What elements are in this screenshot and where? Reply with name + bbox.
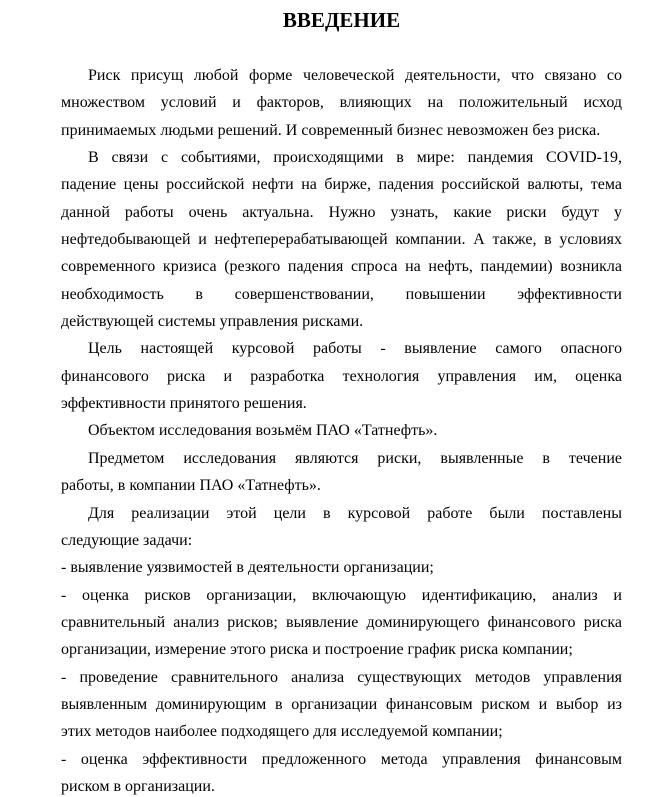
text-line: Объектом исследования возьмём ПАО «Татнефть».	[88, 422, 438, 440]
text-line: организации, измерение этого риска и построение график риска компании;	[61, 641, 573, 659]
paragraph	[61, 417, 622, 444]
text-line: эффективности принятого решения.	[61, 395, 307, 413]
paragraph	[61, 335, 622, 417]
text-line: - оценка эффективности предложенного метода управления финансовым	[61, 750, 622, 768]
page-title: ВВЕДЕНИЕ	[282, 8, 401, 32]
paragraph	[61, 500, 622, 555]
text-line: выявленным доминирующим в организации финансовым риском и выбор из	[61, 695, 622, 713]
text-line: - оценка рисков организации, включающую идентификацию, анализ и	[61, 586, 622, 604]
text-line: финансового риска и разработка технология управления им, оценка	[61, 367, 622, 385]
text-line: Риск присущ любой форме человеческой деятельности, что связано со	[88, 67, 622, 84]
text-line: действующей системы управления рисками.	[61, 313, 364, 331]
paragraph	[61, 554, 622, 581]
paragraph	[61, 144, 622, 335]
paragraph	[61, 746, 622, 797]
paragraph	[61, 445, 622, 500]
text-line: В связи с событиями, происходящими в мире: пандемия COVID-19,	[88, 149, 622, 167]
text-line: риском в организации.	[61, 777, 215, 795]
text-line: Цель настоящей курсовой работы - выявление самого опасного	[88, 340, 622, 358]
text-line: нефтедобывающей и нефтеперерабатывающей компании. А также, в условиях	[61, 231, 622, 249]
text-line: принимаемых людьми решений. И современный бизнес невозможен без риска.	[61, 121, 601, 139]
paragraph	[61, 582, 622, 664]
text-line: работы, в компании ПАО «Татнефть».	[61, 477, 321, 495]
text-line: следующие задачи:	[61, 531, 193, 549]
text-line: сравнительный анализ рисков; выявление доминирующего финансового риска	[61, 613, 622, 631]
text-line: множеством условий и факторов, влияющих на положительный исход	[61, 94, 622, 112]
text-line: падение цены российской нефти на бирже, падения российской валюты, тема	[61, 176, 622, 194]
text-line: данной работы очень актуальна. Нужно узнать, какие риски будут у	[61, 203, 622, 221]
document-body	[61, 62, 622, 797]
text-line: необходимость в совершенствовании, повышении эффективности	[61, 285, 622, 303]
text-line: Предметом исследования являются риски, выявленные в течение	[88, 449, 622, 467]
text-line: этих методов наиболее подходящего для исследуемой компании;	[61, 723, 503, 741]
paragraph	[61, 664, 622, 746]
text-line: Для реализации этой цели в курсовой работе были поставлены	[88, 504, 622, 522]
paragraph	[61, 62, 622, 144]
text-line: - выявление уязвимостей в деятельности организации;	[61, 559, 434, 577]
text-line: - проведение сравнительного анализа существующих методов управления	[61, 668, 622, 686]
text-line: современного кризиса (резкого падения спроса на нефть, пандемии) возникла	[61, 258, 622, 276]
